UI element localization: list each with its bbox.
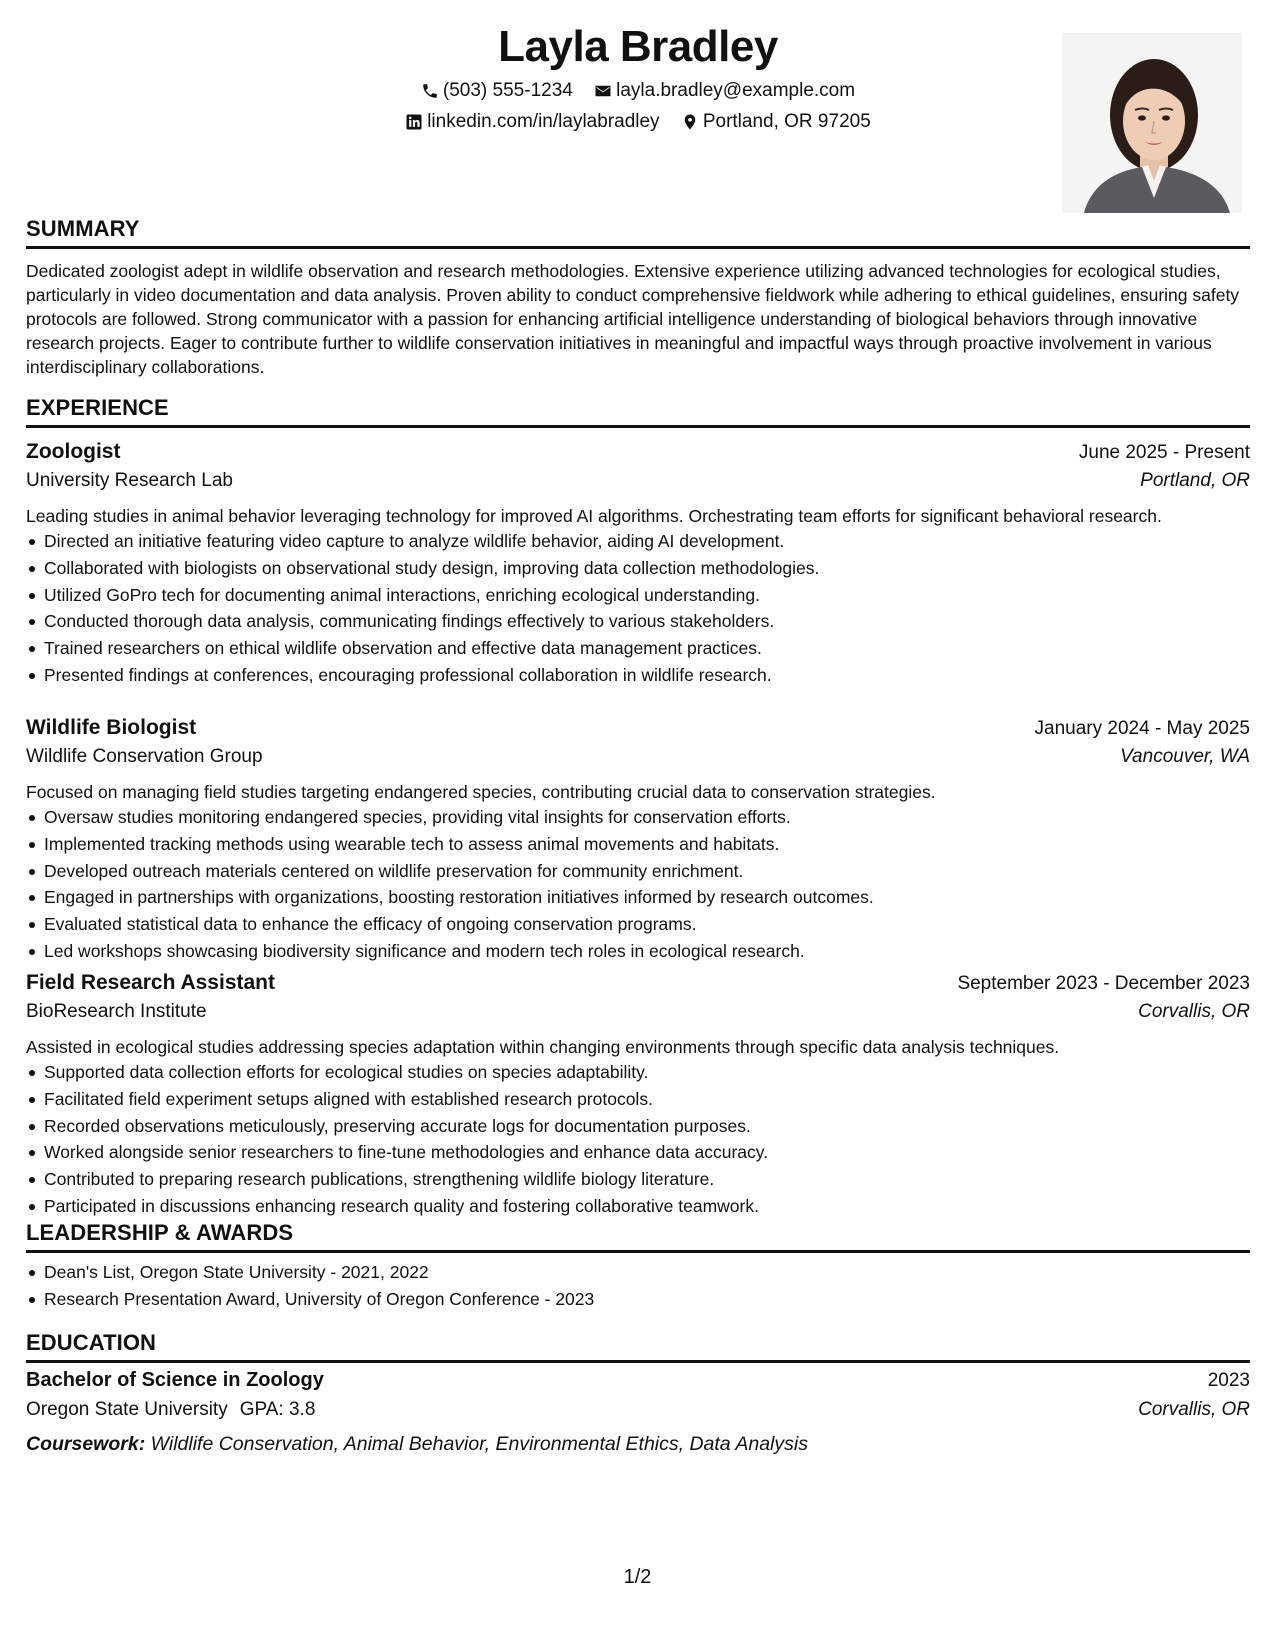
job-location: Vancouver, WA	[1120, 746, 1250, 767]
job-title: Zoologist	[26, 440, 121, 463]
job-description: Focused on managing field studies targeting endangered species, contributing crucial data to conservation strategies.	[26, 782, 936, 802]
job-location: Portland, OR	[1140, 470, 1250, 491]
job-entry	[26, 971, 1250, 1220]
list-item: Presented findings at conferences, encouraging professional collaboration in wildlife research.	[44, 662, 1250, 689]
list-item: Oversaw studies monitoring endangered species, providing vital insights for conservation efforts.	[44, 804, 1250, 831]
list-item: Recorded observations meticulously, preserving accurate logs for documentation purposes.	[44, 1113, 1250, 1140]
school-name: Oregon State University	[26, 1399, 228, 1420]
list-item: Engaged in partnerships with organizations, boosting restoration initiatives informed by research outcomes.	[44, 884, 1250, 911]
list-item: Facilitated field experiment setups aligned with established research protocols.	[44, 1086, 1250, 1113]
list-item: Dean's List, Oregon State University - 2021, 2022	[44, 1259, 1250, 1286]
list-item: Implemented tracking methods using wearable tech to assess animal movements and habitats.	[44, 831, 1250, 858]
list-item: Supported data collection efforts for ecological studies on species adaptability.	[44, 1059, 1250, 1086]
email-text[interactable]: layla.bradley@example.com	[616, 80, 856, 101]
list-item: Evaluated statistical data to enhance the efficacy of ongoing conservation programs.	[44, 911, 1250, 938]
summary-section	[26, 216, 1250, 379]
job-dates: September 2023 - December 2023	[957, 973, 1250, 994]
list-item: Utilized GoPro tech for documenting animal interactions, enriching ecological understanding.	[44, 582, 1250, 609]
resume-header	[26, 0, 1250, 230]
education-section	[26, 1330, 1250, 1456]
job-organization: Wildlife Conservation Group	[26, 746, 263, 767]
contact-linkedin[interactable]	[405, 111, 659, 133]
job-bullets	[26, 528, 1250, 689]
contact-phone	[421, 80, 573, 102]
coursework-label: Coursework:	[26, 1433, 146, 1455]
contact-location	[681, 111, 871, 133]
coursework	[26, 1433, 1250, 1456]
leadership-section	[26, 1220, 1250, 1313]
list-item: Directed an initiative featuring video capture to analyze wildlife behavior, aiding AI development.	[44, 528, 1250, 555]
contact-email[interactable]	[594, 80, 855, 102]
list-item: Participated in discussions enhancing research quality and fostering collaborative teamwork.	[44, 1193, 1250, 1220]
summary-text: Dedicated zoologist adept in wildlife observation and research methodologies. Extensive experience utilizing advanced technologies for ecological studies, particularly in video documentation and data analysis. Proven ability to conduct comprehensive fieldwork while adhering to ethical guidelines, ensuring safety protocols are followed. Strong communicator with a passion for enhancing artificial intelligence understanding of biological behaviors through innovative research projects. Eager to contribute further to wildlife conservation initiatives in meaningful and impactful ways through proactive involvement in various interdisciplinary collaborations.	[26, 261, 1240, 377]
education-heading: EDUCATION	[26, 1330, 1250, 1363]
list-item: Research Presentation Award, University of Oregon Conference - 2023	[44, 1286, 1250, 1313]
job-description: Assisted in ecological studies addressing species adaptation within changing environments through specific data analysis techniques.	[26, 1037, 1060, 1057]
summary-heading: SUMMARY	[26, 216, 1250, 249]
job-bullets	[26, 1059, 1250, 1220]
profile-photo	[1062, 33, 1242, 213]
list-item: Developed outreach materials centered on wildlife preservation for community enrichment.	[44, 858, 1250, 885]
experience-section	[26, 395, 1250, 428]
leadership-heading: LEADERSHIP & AWARDS	[26, 1220, 1250, 1253]
coursework-text: Wildlife Conservation, Animal Behavior, Environmental Ethics, Data Analysis	[150, 1433, 808, 1455]
job-title: Wildlife Biologist	[26, 716, 197, 739]
job-organization: University Research Lab	[26, 470, 233, 491]
job-organization: BioResearch Institute	[26, 1001, 207, 1022]
list-item: Conducted thorough data analysis, communicating findings effectively to various stakeholders.	[44, 608, 1250, 635]
job-bullets	[26, 804, 1250, 965]
location-text: Portland, OR 97205	[702, 111, 871, 132]
list-item: Collaborated with biologists on observational study design, improving data collection methodologies.	[44, 555, 1250, 582]
job-location: Corvallis, OR	[1138, 1001, 1250, 1022]
list-item: Led workshops showcasing biodiversity significance and modern tech roles in ecological research.	[44, 938, 1250, 965]
school-location: Corvallis, OR	[1138, 1399, 1250, 1420]
phone-icon	[421, 82, 439, 100]
experience-heading: EXPERIENCE	[26, 395, 1250, 428]
gpa-text: GPA: 3.8	[239, 1399, 316, 1420]
list-item: Trained researchers on ethical wildlife observation and effective data management practices.	[44, 635, 1250, 662]
job-dates: June 2025 - Present	[1078, 442, 1250, 463]
job-entry	[26, 440, 1250, 689]
job-description: Leading studies in animal behavior leveraging technology for improved AI algorithms. Orchestrating team efforts for significant behavioral research.	[26, 506, 1162, 526]
phone-text: (503) 555-1234	[442, 80, 573, 101]
candidate-name: Layla Bradley	[498, 22, 778, 71]
linkedin-text[interactable]: linkedin.com/in/laylabradley	[427, 111, 660, 132]
job-title: Field Research Assistant	[26, 971, 275, 994]
job-entry	[26, 716, 1250, 965]
map-pin-icon	[681, 113, 699, 131]
degree-title: Bachelor of Science in Zoology	[26, 1369, 324, 1391]
resume-page	[26, 0, 1250, 1455]
job-dates: January 2024 - May 2025	[1034, 718, 1250, 739]
page-number: 1/2	[623, 1566, 652, 1588]
envelope-icon	[594, 82, 612, 100]
list-item: Worked alongside senior researchers to fine-tune methodologies and enhance data accuracy.	[44, 1139, 1250, 1166]
list-item: Contributed to preparing research publications, strengthening wildlife biology literature.	[44, 1166, 1250, 1193]
graduation-year: 2023	[1207, 1370, 1250, 1391]
linkedin-icon	[405, 113, 423, 131]
awards-list	[26, 1259, 1250, 1313]
